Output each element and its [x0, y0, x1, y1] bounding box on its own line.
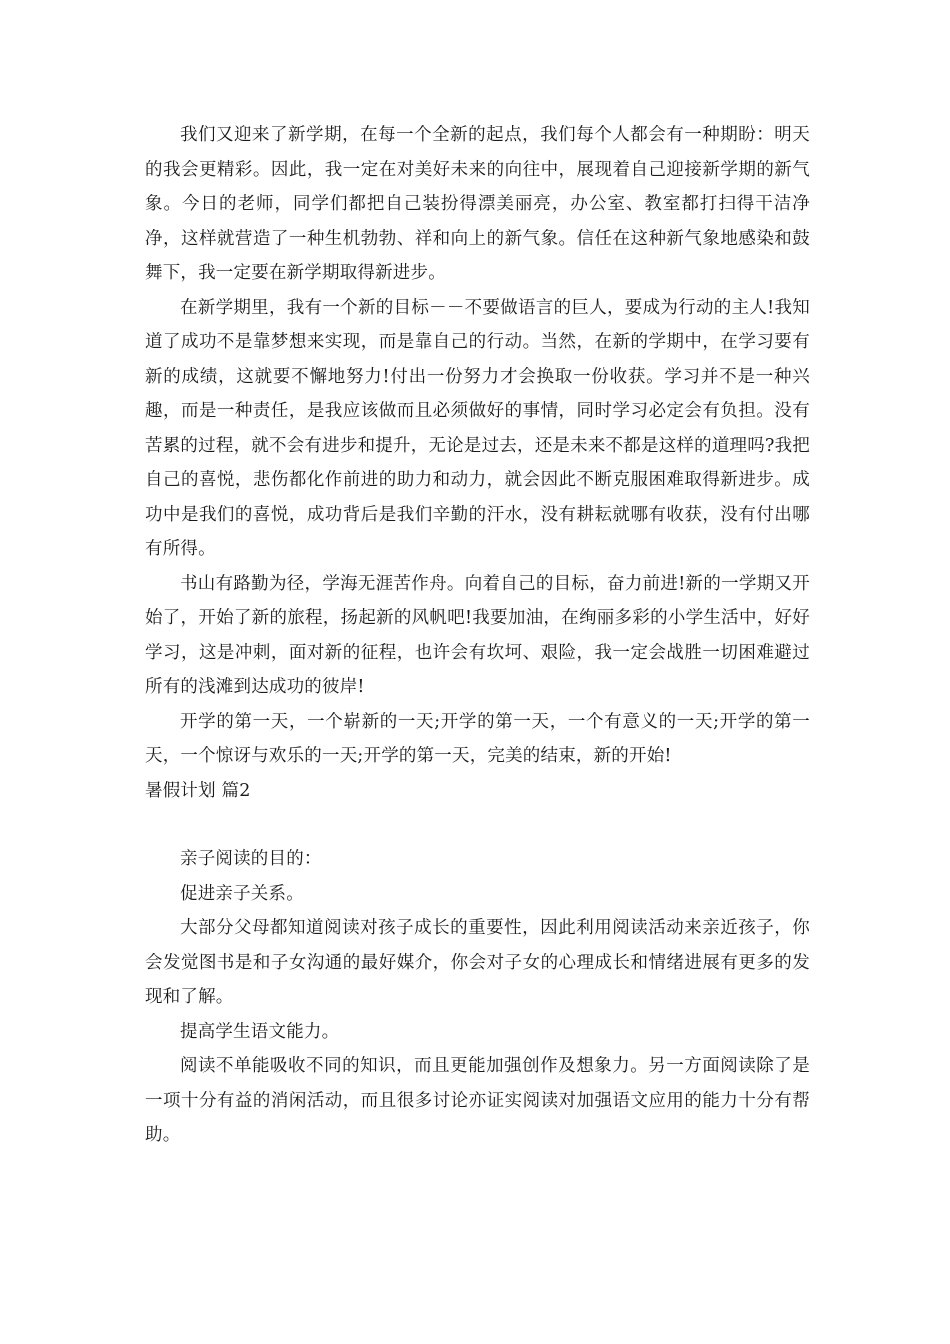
- paragraph-reading-purpose: 亲子阅读的目的：: [180, 849, 322, 869]
- paragraph-parent-child: 促进亲子关系。: [180, 883, 304, 904]
- paragraph-reading-importance: 大部分父母都知道阅读对孩子成长的重要性，因此利用阅读活动来亲近孩子，你会发觉图书是和子女沟通的最好媒介，你会对子女的心理成长和情绪进展有更多的发现和了解。: [145, 918, 810, 1007]
- paragraph-reading-benefits: 阅读不单能吸收不同的知识，而且更能加强创作及想象力。另一方面阅读除了是一项十分有益的消闲活动，而且很多讨论亦证实阅读对加强语文应用的能力十分有帮助。: [145, 1056, 810, 1145]
- section-spacer: [145, 808, 810, 842]
- paragraph-language-ability: 提高学生语文能力。: [180, 1021, 340, 1042]
- paragraph-diligence: 书山有路勤为径，学海无涯苦作舟。向着自己的目标，奋力前进!新的一学期又开始了，开始了新的旅程，扬起新的风帆吧!我要加油，在绚丽多彩的小学生活中，好好学习，这是冲刺，面对新的征程，也许会有坎坷、艰险，我一定会战胜一切困难避过所有的浅滩到达成功的彼岸!: [145, 573, 810, 697]
- paragraph-new-goal: 在新学期里，我有一个新的目标－－不要做语言的巨人，要成为行动的主人!我知道了成功不是靠梦想来实现，而是靠自己的行动。当然，在新的学期中，在学习要有新的成绩，这就要不懈地努力!付出一份努力才会换取一份收获。学习并不是一种兴趣，而是一种责任，是我应该做而且必须做好的事情，同时学习必定会有负担。没有苦累的过程，就不会有进步和提升，无论是过去，还是未来不都是这样的道理吗?我把自己的喜悦，悲伤都化作前进的助力和动力，就会因此不断克服困难取得新进步。成功中是我们的喜悦，成功背后是我们辛勤的汗水，没有耕耘就哪有收获，没有付出哪有所得。: [145, 297, 810, 559]
- document-body: [145, 118, 810, 1153]
- paragraph-first-day: 开学的第一天，一个崭新的一天;开学的第一天，一个有意义的一天;开学的第一天，一个惊讶与欢乐的一天;开学的第一天，完美的结束，新的开始!: [145, 711, 810, 766]
- paragraph-new-semester-intro: 我们又迎来了新学期，在每一个全新的起点，我们每个人都会有一种期盼：明天的我会更精彩。因此，我一定在对美好未来的向往中，展现着自己迎接新学期的新气象。今日的老师，同学们都把自己装扮得漂美丽亮，办公室、教室都打扫得干洁净净，这样就营造了一种生机勃勃、祥和向上的新气象。信任在这种新气象地感染和鼓舞下，我一定要在新学期取得新进步。: [145, 125, 810, 283]
- section-heading: 暑假计划 篇2: [145, 780, 251, 801]
